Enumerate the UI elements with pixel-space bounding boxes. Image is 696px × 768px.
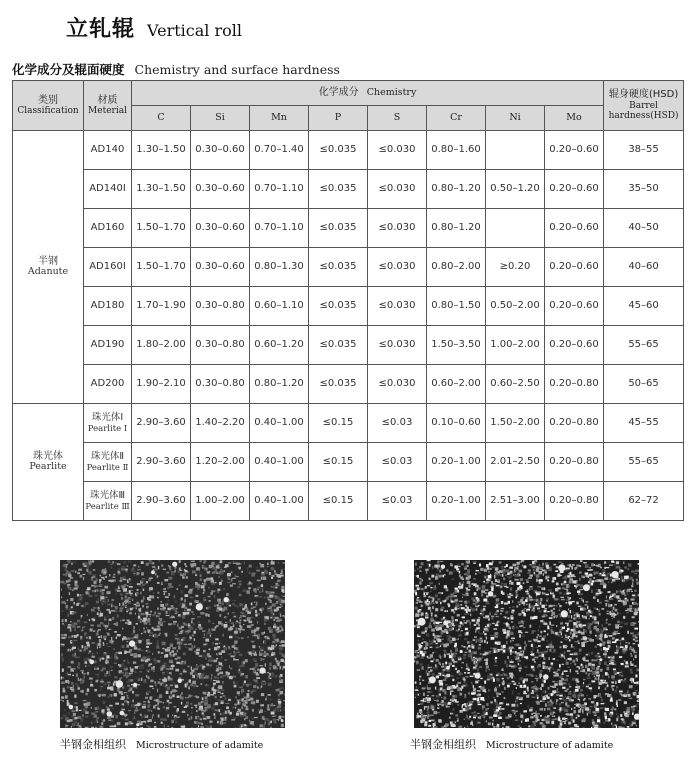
value-cell: ≤0.03 bbox=[368, 443, 427, 482]
hardness-cell: 45–60 bbox=[604, 287, 684, 326]
value-cell bbox=[486, 209, 545, 248]
value-cell: 2.51–3.00 bbox=[486, 482, 545, 521]
value-cell: 0.80–1.20 bbox=[250, 365, 309, 404]
value-cell: 1.30–1.50 bbox=[132, 170, 191, 209]
hardness-cell: 55–65 bbox=[604, 443, 684, 482]
value-cell: 0.20–0.80 bbox=[545, 365, 604, 404]
value-cell: 0.70–1.40 bbox=[250, 131, 309, 170]
value-cell: 0.20–0.80 bbox=[545, 443, 604, 482]
material-cell: AD140 bbox=[84, 131, 132, 170]
header-element: Mn bbox=[250, 106, 309, 131]
material-cell: AD140Ⅰ bbox=[84, 170, 132, 209]
material-cell: AD190 bbox=[84, 326, 132, 365]
value-cell: 0.20–0.60 bbox=[545, 326, 604, 365]
hardness-cell: 40–60 bbox=[604, 248, 684, 287]
table-row bbox=[13, 404, 684, 443]
value-cell: ≤0.035 bbox=[309, 131, 368, 170]
value-cell: 1.70–1.90 bbox=[132, 287, 191, 326]
hardness-cell: 62–72 bbox=[604, 482, 684, 521]
material-cell: AD180 bbox=[84, 287, 132, 326]
title-zh: 立轧辊 bbox=[66, 17, 136, 42]
header-element: Si bbox=[191, 106, 250, 131]
value-cell: 0.20–0.60 bbox=[545, 248, 604, 287]
value-cell: 2.90–3.60 bbox=[132, 443, 191, 482]
header-element: Cr bbox=[427, 106, 486, 131]
header-classification: 类别 Classification bbox=[13, 81, 84, 131]
table-row bbox=[13, 209, 684, 248]
page-title bbox=[66, 12, 242, 46]
value-cell: ≤0.035 bbox=[309, 209, 368, 248]
subtitle-en: Chemistry and surface hardness bbox=[134, 62, 340, 77]
table-row bbox=[13, 170, 684, 209]
value-cell: 0.60–2.00 bbox=[427, 365, 486, 404]
value-cell: 0.60–1.20 bbox=[250, 326, 309, 365]
table-row bbox=[13, 248, 684, 287]
value-cell: 0.80–1.30 bbox=[250, 248, 309, 287]
value-cell: 1.80–2.00 bbox=[132, 326, 191, 365]
value-cell: ≥0.20 bbox=[486, 248, 545, 287]
value-cell: ≤0.03 bbox=[368, 404, 427, 443]
header-material: 材质 Meterial bbox=[84, 81, 132, 131]
value-cell: 0.80–1.20 bbox=[427, 209, 486, 248]
value-cell: 0.20–0.80 bbox=[545, 404, 604, 443]
material-cell: 珠光体Ⅲ Pearlite Ⅲ bbox=[84, 482, 132, 521]
caption-1: 半钢金相组织 Microstructure of adamite bbox=[60, 738, 264, 751]
table-row bbox=[13, 326, 684, 365]
value-cell: 0.50–2.00 bbox=[486, 287, 545, 326]
header-element: Mo bbox=[545, 106, 604, 131]
value-cell: 0.40–1.00 bbox=[250, 443, 309, 482]
value-cell: 1.50–1.70 bbox=[132, 209, 191, 248]
value-cell: 2.90–3.60 bbox=[132, 404, 191, 443]
value-cell: 1.20–2.00 bbox=[191, 443, 250, 482]
value-cell: 0.20–0.60 bbox=[545, 131, 604, 170]
value-cell: 0.30–0.80 bbox=[191, 365, 250, 404]
value-cell: 0.30–0.60 bbox=[191, 170, 250, 209]
hardness-cell: 38–55 bbox=[604, 131, 684, 170]
value-cell: ≤0.035 bbox=[309, 287, 368, 326]
value-cell: ≤0.15 bbox=[309, 404, 368, 443]
value-cell: 0.70–1.10 bbox=[250, 170, 309, 209]
material-cell: 珠光体Ⅱ Pearlite Ⅱ bbox=[84, 443, 132, 482]
value-cell: ≤0.030 bbox=[368, 248, 427, 287]
value-cell: 0.30–0.80 bbox=[191, 287, 250, 326]
value-cell: ≤0.15 bbox=[309, 443, 368, 482]
value-cell: 0.70–1.10 bbox=[250, 209, 309, 248]
material-cell: AD160 bbox=[84, 209, 132, 248]
value-cell: ≤0.030 bbox=[368, 326, 427, 365]
value-cell: 1.40–2.20 bbox=[191, 404, 250, 443]
value-cell: 0.80–1.60 bbox=[427, 131, 486, 170]
hardness-cell: 55–65 bbox=[604, 326, 684, 365]
value-cell: 0.30–0.60 bbox=[191, 248, 250, 287]
value-cell: 0.10–0.60 bbox=[427, 404, 486, 443]
value-cell: 0.30–0.60 bbox=[191, 209, 250, 248]
value-cell: 1.50–1.70 bbox=[132, 248, 191, 287]
value-cell: 0.50–1.20 bbox=[486, 170, 545, 209]
hardness-cell: 35–50 bbox=[604, 170, 684, 209]
value-cell: 1.90–2.10 bbox=[132, 365, 191, 404]
section-subtitle bbox=[12, 60, 340, 78]
table-row bbox=[13, 482, 684, 521]
value-cell: ≤0.035 bbox=[309, 365, 368, 404]
title-en: Vertical roll bbox=[147, 21, 242, 40]
material-cell: AD160Ⅰ bbox=[84, 248, 132, 287]
header-element: C bbox=[132, 106, 191, 131]
value-cell: 0.60–2.50 bbox=[486, 365, 545, 404]
value-cell: 0.20–0.60 bbox=[545, 287, 604, 326]
header-chemistry: 化学成分 Chemistry bbox=[132, 81, 604, 106]
subtitle-zh: 化学成分及辊面硬度 bbox=[12, 62, 125, 77]
value-cell: ≤0.030 bbox=[368, 287, 427, 326]
value-cell: 0.40–1.00 bbox=[250, 482, 309, 521]
header-element: Ni bbox=[486, 106, 545, 131]
value-cell bbox=[486, 131, 545, 170]
value-cell: 1.00–2.00 bbox=[486, 326, 545, 365]
value-cell: 1.30–1.50 bbox=[132, 131, 191, 170]
table-row bbox=[13, 131, 684, 170]
value-cell: 1.50–3.50 bbox=[427, 326, 486, 365]
caption-2: 半钢金相组织 Microstructure of adamite bbox=[410, 738, 614, 751]
table-row bbox=[13, 287, 684, 326]
value-cell: 0.20–0.60 bbox=[545, 209, 604, 248]
table-row bbox=[13, 443, 684, 482]
hardness-cell: 45–55 bbox=[604, 404, 684, 443]
value-cell: ≤0.030 bbox=[368, 209, 427, 248]
chemistry-table bbox=[12, 80, 684, 521]
value-cell: 2.01–2.50 bbox=[486, 443, 545, 482]
value-cell: 0.30–0.60 bbox=[191, 131, 250, 170]
value-cell: ≤0.035 bbox=[309, 326, 368, 365]
value-cell: 2.90–3.60 bbox=[132, 482, 191, 521]
microstructure-image-2 bbox=[414, 560, 639, 728]
value-cell: 0.80–1.50 bbox=[427, 287, 486, 326]
value-cell: ≤0.030 bbox=[368, 170, 427, 209]
header-hardness: 辊身硬度(HSD) Barrel hardness(HSD) bbox=[604, 81, 684, 131]
value-cell: ≤0.035 bbox=[309, 170, 368, 209]
value-cell: 1.00–2.00 bbox=[191, 482, 250, 521]
material-cell: AD200 bbox=[84, 365, 132, 404]
value-cell: ≤0.030 bbox=[368, 131, 427, 170]
hardness-cell: 50–65 bbox=[604, 365, 684, 404]
header-element: P bbox=[309, 106, 368, 131]
table-row bbox=[13, 365, 684, 404]
value-cell: 0.30–0.80 bbox=[191, 326, 250, 365]
value-cell: ≤0.03 bbox=[368, 482, 427, 521]
microstructure-image-1 bbox=[60, 560, 285, 728]
value-cell: ≤0.035 bbox=[309, 248, 368, 287]
value-cell: ≤0.15 bbox=[309, 482, 368, 521]
value-cell: 0.20–1.00 bbox=[427, 482, 486, 521]
header-element: S bbox=[368, 106, 427, 131]
material-cell: 珠光体Ⅰ Pearlite Ⅰ bbox=[84, 404, 132, 443]
value-cell: 1.50–2.00 bbox=[486, 404, 545, 443]
value-cell: 0.20–0.60 bbox=[545, 170, 604, 209]
value-cell: 0.80–2.00 bbox=[427, 248, 486, 287]
value-cell: 0.60–1.10 bbox=[250, 287, 309, 326]
value-cell: 0.80–1.20 bbox=[427, 170, 486, 209]
value-cell: 0.40–1.00 bbox=[250, 404, 309, 443]
group-classification: 珠光体 Pearlite bbox=[13, 404, 84, 521]
value-cell: 0.20–0.80 bbox=[545, 482, 604, 521]
value-cell: ≤0.030 bbox=[368, 365, 427, 404]
group-classification: 半钢 Adanute bbox=[13, 131, 84, 404]
hardness-cell: 40–50 bbox=[604, 209, 684, 248]
value-cell: 0.20–1.00 bbox=[427, 443, 486, 482]
